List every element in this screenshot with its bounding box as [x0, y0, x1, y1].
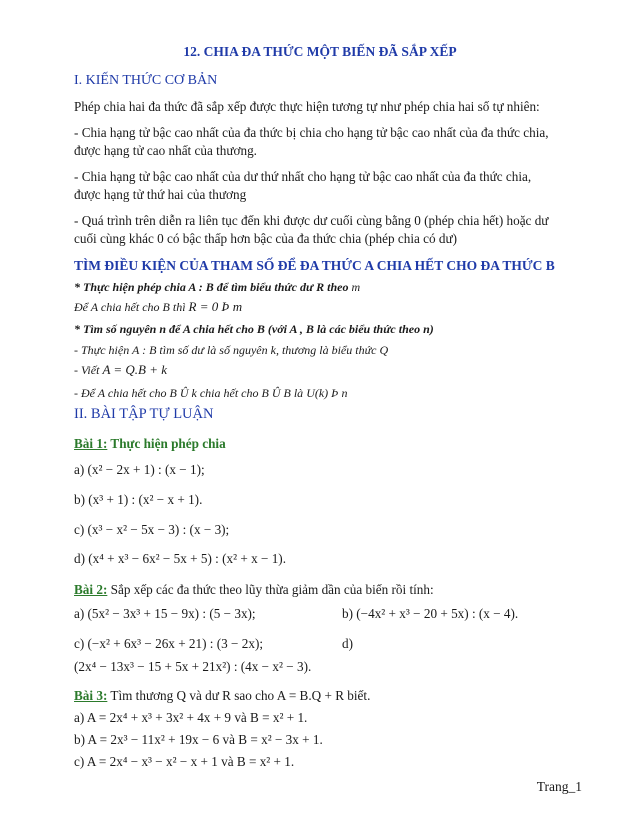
exercise-1-heading — [74, 436, 226, 452]
exercise-1-item-a: a) (x² − 2x + 1) : (x − 1); — [74, 462, 205, 477]
rule-1-line-2: được hạng tử cao nhất của thương. — [74, 143, 257, 158]
exercise-2-label: Bài 2: — [74, 582, 108, 597]
exercise-2-item-a: a) (5x² − 3x³ + 15 − 9x) : (5 − 3x); — [74, 606, 256, 621]
intro-text: Phép chia hai đa thức đã sắp xếp được thực hiện tương tự như phép chia hai số tự nhiên: — [74, 99, 540, 114]
cond-line-6-math-3: U(k) Þ n — [306, 386, 348, 400]
rule-3-line-2: cuối cùng khác 0 có bậc thấp hơn bậc của đa thức chia (phép chia có dư) — [74, 231, 458, 246]
section-heading-exercises: II. BÀI TẬP TỰ LUẬN — [74, 406, 214, 422]
exercise-3-item-a: a) A = 2x⁴ + x³ + 3x² + 4x + 9 và B = x² + 1. — [74, 710, 308, 725]
cond-line-2-text: Để A chia hết cho B thì — [74, 300, 186, 314]
cond-line-1-var: m — [351, 280, 361, 294]
cond-line-6-math-1: B Û k — [169, 386, 197, 400]
exercise-3-heading — [74, 688, 370, 704]
exercise-3-label: Bài 3: — [74, 688, 108, 703]
cond-line-3: * Tìm số nguyên n để A chia hết cho B (với A , B là các biểu thức theo n) — [74, 322, 434, 336]
exercise-3-item-b: b) A = 2x³ − 11x² + 19x − 6 và B = x² − 3x + 1. — [74, 732, 323, 747]
exercise-1-item-d: d) (x⁴ + x³ − 6x² − 5x + 5) : (x² + x − 1). — [74, 551, 286, 566]
exercise-1-title: Thực hiện phép chia — [110, 436, 226, 451]
heading-parameter-condition: TÌM ĐIỀU KIỆN CỦA THAM SỐ ĐỂ ĐA THỨC A CHIA HẾT CHO ĐA THỨC B — [74, 258, 555, 273]
exercise-2-item-c: c) (−x² + 6x³ − 26x + 21) : (3 − 2x); — [74, 636, 264, 651]
cond-line-5-math: A = Q.B + k — [102, 362, 168, 377]
cond-line-4: - Thực hiện A : B tìm số dư là số nguyên k, thương là biểu thức Q — [74, 343, 389, 357]
exercise-3-item-c: c) A = 2x⁴ − x³ − x² − x + 1 và B = x² + 1. — [74, 754, 295, 769]
cond-line-2 — [74, 299, 242, 315]
rule-3-line-1: - Quá trình trên diễn ra liên tục đến khi được dư cuối cùng bằng 0 (phép chia hết) hoặc dư — [74, 213, 549, 228]
cond-line-2-math: R = 0 Þ m — [188, 299, 243, 314]
exercise-3-title: Tìm thương Q và dư R sao cho A = B.Q + R biết. — [110, 688, 371, 703]
exercise-2-item-b: b) (−4x² + x³ − 20 + 5x) : (x − 4). — [342, 606, 519, 621]
section-heading-basics: I. KIẾN THỨC CƠ BẢN — [74, 73, 218, 88]
cond-line-6-text-c: là — [293, 386, 304, 400]
cond-line-1-text: * Thực hiện phép chia A : B để tìm biểu thức dư R theo — [74, 280, 349, 294]
cond-line-5-text: - Viết — [74, 363, 100, 377]
rule-2-line-1: - Chia hạng tử bậc cao nhất của dư thứ nhất cho hạng tử bậc cao nhất của đa thức chia, — [74, 169, 532, 184]
exercise-1-item-c: c) (x³ − x² − 5x − 3) : (x − 3); — [74, 522, 230, 537]
cond-line-1 — [74, 279, 360, 295]
cond-line-6-text-a: - Để A chia hết cho — [74, 386, 167, 400]
rule-1-line-1: - Chia hạng tử bậc cao nhất của đa thức bị chia cho hạng tử bậc cao nhất của đa thức chia, — [74, 125, 549, 140]
exercise-1-item-b: b) (x³ + 1) : (x² − x + 1). — [74, 492, 203, 507]
cond-line-6-text-b: chia hết cho — [199, 386, 259, 400]
exercise-2-item-d-label: d) — [342, 636, 353, 651]
exercise-2-item-d: (2x⁴ − 13x³ − 15 + 5x + 21x²) : (4x − x² − 3). — [74, 659, 312, 674]
page-title: 12. CHIA ĐA THỨC MỘT BIẾN ĐÃ SẮP XẾP — [183, 44, 457, 59]
cond-line-5 — [74, 362, 167, 378]
cond-line-6 — [74, 385, 348, 401]
rule-2-line-2: được hạng tử thứ hai của thương — [74, 187, 247, 202]
exercise-2-title: Sắp xếp các đa thức theo lũy thừa giảm dần của biến rồi tính: — [110, 582, 434, 597]
exercise-2-heading — [74, 582, 434, 598]
cond-line-6-math-2: B Û B — [261, 386, 291, 400]
page-number: Trang_1 — [536, 779, 582, 794]
exercise-1-label: Bài 1: — [74, 436, 108, 451]
